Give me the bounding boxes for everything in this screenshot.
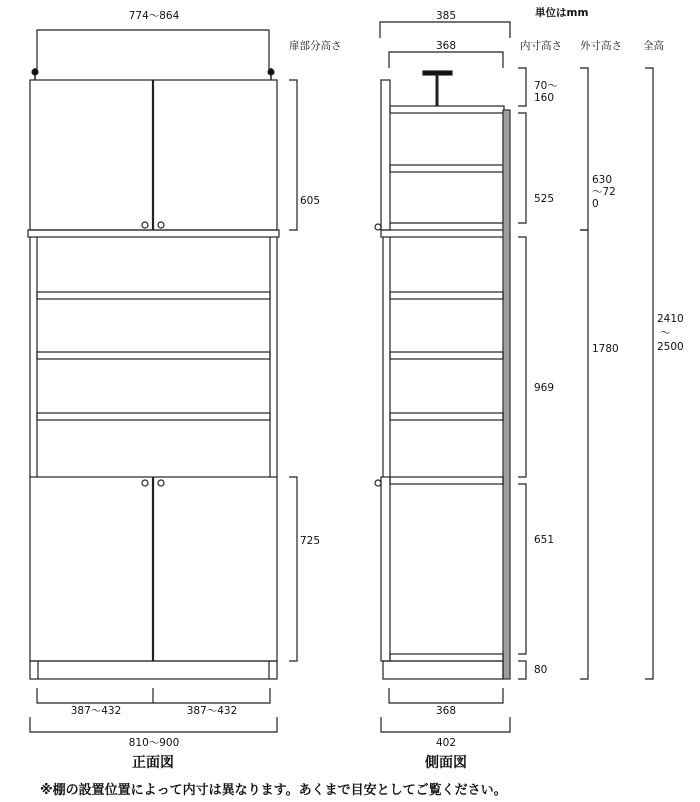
front-top-width-label: 774～864 [128,10,180,22]
middle-separator-board [28,230,279,237]
door-width-left-label: 387～432 [70,705,122,717]
side-top-outer-depth-label: 385 [435,10,457,22]
side-view-title: 側面図 [425,755,467,771]
anti-tip-post-left [32,68,38,80]
inner-depth-bottom-dimension-line [389,688,503,703]
inner-depth-top-dimension-line [389,52,503,68]
inner-base-label: 80 [534,664,548,676]
open-shelf-section [30,237,277,477]
outer-upper-bracket [580,68,588,230]
total-height-header: 全高 [643,40,664,52]
lower-door-height-label: 725 [300,535,321,547]
outer-height-header: 外寸高さ [580,40,622,52]
front-total-width-label: 810～900 [128,737,180,749]
side-lower-top-board [390,477,503,484]
side-top-inner-depth-label: 368 [435,40,457,52]
outer-lower-bracket [580,230,588,679]
inner-lower-label: 651 [534,534,555,546]
inner-top-value: 70～160 [534,80,558,104]
side-upper-knob [375,224,381,230]
inner-top-label [534,80,562,104]
door-height-header: 扉部分高さ [289,40,342,52]
inner-middle-label: 969 [534,382,555,394]
front-plinth [30,661,277,679]
inner-upper-label: 525 [534,193,555,205]
side-view [375,22,653,732]
top-width-dimension-line [37,30,269,70]
total-height-label-2: ～ [660,327,671,339]
inner-middle-bracket [518,237,526,477]
outer-depth-bottom-dimension-line [381,717,510,732]
side-bottom-outer-depth-label: 402 [435,737,457,749]
side-shelf-1 [390,292,503,299]
front-view-title: 正面図 [132,755,174,771]
total-height-label-3: 2500 [657,341,684,353]
side-bottom-inner-depth-label: 368 [435,705,457,717]
outer-upper-value: 630～720 [592,174,616,210]
side-plinth [383,661,503,679]
unit-label: 単位はmm [535,7,589,19]
upper-left-knob [142,222,148,228]
upper-door-height-bracket [289,80,297,230]
outer-upper-label [592,174,620,210]
side-separator-board [381,230,510,237]
front-shelf-3 [37,413,270,420]
front-shelf-2 [37,352,270,359]
front-view [28,30,297,732]
inner-upper-bracket [518,113,526,223]
anti-tip-post-right [268,68,274,80]
outer-lower-label: 1780 [592,343,619,355]
outer-depth-top-dimension-line [380,22,510,38]
side-upper-top-board [390,106,504,113]
lower-right-knob [158,480,164,486]
lower-door-height-bracket [289,477,297,661]
lower-left-knob [142,480,148,486]
side-upper-door-panel [381,80,390,230]
inner-lower-bracket [518,484,526,654]
inner-height-header: 内寸高さ [520,40,562,52]
upper-right-knob [158,222,164,228]
front-shelf-1 [37,292,270,299]
side-lower-door-panel [381,477,390,661]
inner-base-bracket [518,661,526,679]
anti-tip-post-side [423,71,452,106]
upper-door-height-label: 605 [300,195,321,207]
side-shelf-3 [390,413,503,420]
side-back-panel [503,110,510,679]
inner-top-bracket [518,68,526,106]
door-width-right-label: 387～432 [186,705,238,717]
footnote: ※棚の設置位置によって内寸は異なります。あくまで目安としてご覧ください。 [40,783,507,798]
total-width-dimension-line [30,717,277,732]
total-height-label-1: 2410 [657,313,684,325]
side-lower-knob [375,480,381,486]
side-shelf-2 [390,352,503,359]
side-bottom-shelf [390,654,503,661]
side-upper-shelf [390,165,503,172]
total-height-bracket [645,68,653,679]
